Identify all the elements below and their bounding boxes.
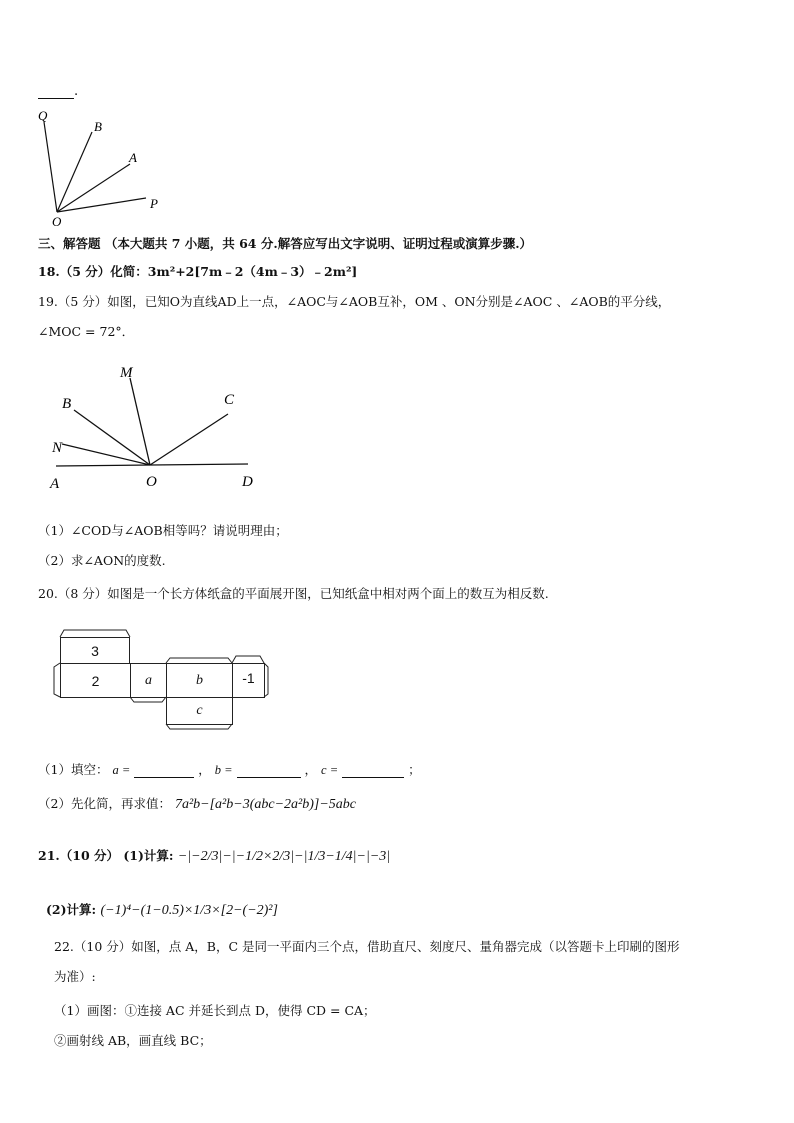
q21-line1 <box>38 846 390 865</box>
q20-sub1: （1）填空： a = ， b = ， c = ； <box>38 762 421 777</box>
q21-line2 <box>46 900 278 919</box>
label-m: M <box>120 365 133 381</box>
box-net-figure <box>50 628 270 732</box>
q20-text: 20.（8 分）如图是一个长方体纸盒的平面展开图，已知纸盒中相对两个面上的数互为相反数. <box>38 586 549 601</box>
q19-sub1: （1）∠COD与∠AOB相等吗？请说明理由； <box>38 523 288 538</box>
label-q: Q <box>38 108 48 123</box>
blank-a[interactable] <box>134 765 194 778</box>
label-d: D <box>242 474 253 490</box>
net-face-left: 2 <box>60 663 131 698</box>
q20-sub2-expr: 7a²b−[a²b−3(abc−2a²b)]−5abc <box>174 797 356 812</box>
label-a: A <box>129 150 137 165</box>
label-o2: O <box>146 474 157 490</box>
ray-on <box>62 444 150 465</box>
q20-sub1-b: b = <box>214 763 233 777</box>
angle-rays-figure <box>34 104 174 230</box>
q21-prefix: 21.（10 分） (1)计算: <box>38 848 174 863</box>
section3-heading: 三、解答题 （本大题共 7 小题，共 64 分.解答应写出文字说明、证明过程或演算步骤.） <box>38 236 533 251</box>
q21-part2-prefix: (2)计算: <box>46 902 97 917</box>
ray-oq <box>44 122 57 212</box>
net-face-top: 3 <box>60 637 130 664</box>
blank-c[interactable] <box>342 765 404 778</box>
blank-b[interactable] <box>237 765 301 778</box>
q21-part1: −|−2/3|−|−1/2×2/3|−|1/3−1/4|−|−3| <box>177 849 391 864</box>
label-b: B <box>94 119 102 134</box>
label-n: N <box>52 440 63 456</box>
q19-line1: 19.（5 分）如图，已知O为直线AD上一点，∠AOC与∠AOB互补，OM 、ON分别是∠AOC 、∠AOB的平分线， <box>38 294 671 309</box>
tab-top <box>60 630 130 637</box>
ray-op <box>57 198 146 212</box>
q21-part2: (−1)⁴−(1−0.5)×1/3×[2−(−2)²] <box>100 903 278 918</box>
net-face-c: c <box>166 697 233 725</box>
q20-sub2-prefix: （2）先化简，再求值： <box>38 796 171 811</box>
q20-sub1-prefix: （1）填空： <box>38 762 109 777</box>
q19-line2: ∠MOC = 72°． <box>38 324 135 339</box>
q22-line1: 22.（10 分）如图，点 A，B，C 是同一平面内三个点，借助直尺、刻度尺、量角器完成（以答题卡上印刷的图形 <box>54 939 680 954</box>
q18-text: 18.（5 分）化简：3m²+2[7m﹣2（4m﹣3）﹣2m²] <box>38 264 358 279</box>
q22-sub1: （1）画图：①连接 AC 并延长到点 D，使得 CD = CA； <box>54 1003 376 1018</box>
label-c: C <box>224 392 235 408</box>
net-face-b: b <box>166 663 233 698</box>
ray-oc <box>150 414 228 465</box>
line-ad-figure <box>46 362 276 494</box>
label-a2: A <box>50 476 60 492</box>
q22-line2: 为准）: <box>54 969 96 984</box>
label-p: P <box>150 196 158 211</box>
net-face-right: -1 <box>232 663 265 698</box>
top-blank-period: . <box>74 84 79 99</box>
q19-sub2: （2）求∠AON的度数. <box>38 553 166 568</box>
label-b2: B <box>62 396 72 412</box>
q20-sub1-end: ； <box>408 762 421 777</box>
top-answer-blank <box>38 84 78 99</box>
net-face-a: a <box>130 663 167 698</box>
q20-sub1-a: a = <box>112 763 131 777</box>
label-o: O <box>52 214 62 229</box>
q22-sub2: ②画射线 AB，画直线 BC； <box>54 1033 212 1048</box>
tab-right-top <box>232 656 264 663</box>
q20-sub1-c: c = <box>321 763 339 777</box>
q20-sub2 <box>38 794 356 813</box>
